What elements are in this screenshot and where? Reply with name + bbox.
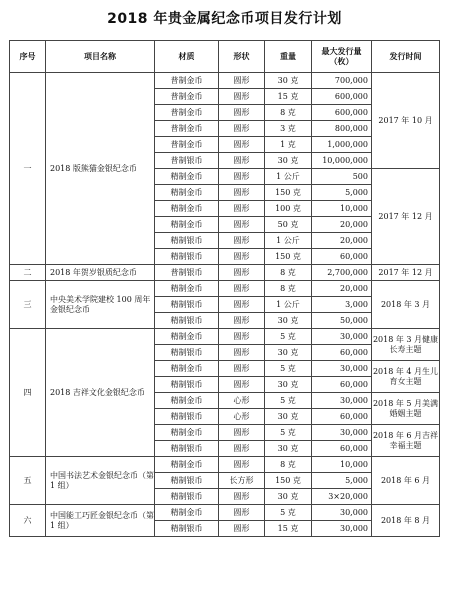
material-cell: 精制金币 xyxy=(155,425,219,441)
max-issue-cell: 10,000,000 xyxy=(312,153,372,169)
table-row xyxy=(10,457,440,473)
weight-cell: 30 克 xyxy=(265,345,312,361)
issue-date-cell: 2017 年 12 月 xyxy=(372,265,440,281)
weight-cell: 1 公斤 xyxy=(265,233,312,249)
shape-cell: 圆形 xyxy=(219,505,265,521)
material-cell: 精制银币 xyxy=(155,521,219,537)
material-cell: 精制金币 xyxy=(155,505,219,521)
issue-date-cell: 2018 年 4 月生儿育女主题 xyxy=(372,361,440,393)
max-issue-cell: 60,000 xyxy=(312,409,372,425)
max-issue-cell: 600,000 xyxy=(312,89,372,105)
header-weight: 重量 xyxy=(265,41,312,73)
material-cell: 精制银币 xyxy=(155,313,219,329)
shape-cell: 圆形 xyxy=(219,425,265,441)
table-row xyxy=(10,73,440,89)
max-issue-cell: 30,000 xyxy=(312,505,372,521)
weight-cell: 100 克 xyxy=(265,201,312,217)
max-issue-cell: 20,000 xyxy=(312,281,372,297)
weight-cell: 5 克 xyxy=(265,361,312,377)
table-row xyxy=(10,265,440,281)
page-title: 2018 年贵金属纪念币项目发行计划 xyxy=(107,11,342,27)
shape-cell: 圆形 xyxy=(219,441,265,457)
shape-cell: 心形 xyxy=(219,393,265,409)
material-cell: 精制金币 xyxy=(155,393,219,409)
material-cell: 普制金币 xyxy=(155,121,219,137)
material-cell: 精制银币 xyxy=(155,377,219,393)
weight-cell: 30 克 xyxy=(265,73,312,89)
weight-cell: 15 克 xyxy=(265,89,312,105)
issue-date-cell: 2018 年 3 月健康长寿主题 xyxy=(372,329,440,361)
max-issue-cell: 800,000 xyxy=(312,121,372,137)
weight-cell: 5 克 xyxy=(265,329,312,345)
seq-cell: 三 xyxy=(10,281,46,329)
material-cell: 精制银币 xyxy=(155,489,219,505)
max-issue-cell: 10,000 xyxy=(312,457,372,473)
max-issue-cell: 3×20,000 xyxy=(312,489,372,505)
max-issue-cell: 60,000 xyxy=(312,377,372,393)
shape-cell: 圆形 xyxy=(219,489,265,505)
table-body xyxy=(10,73,440,537)
shape-cell: 圆形 xyxy=(219,233,265,249)
material-cell: 普制金币 xyxy=(155,137,219,153)
max-issue-cell: 60,000 xyxy=(312,249,372,265)
max-issue-cell: 20,000 xyxy=(312,233,372,249)
weight-cell: 150 克 xyxy=(265,249,312,265)
seq-cell: 六 xyxy=(10,505,46,537)
header-issue-date: 发行时间 xyxy=(372,41,440,73)
project-name-cell: 中国书法艺术金银纪念币（第 1 组） xyxy=(46,457,155,505)
shape-cell: 圆形 xyxy=(219,153,265,169)
weight-cell: 1 公斤 xyxy=(265,169,312,185)
material-cell: 普制金币 xyxy=(155,105,219,121)
max-issue-cell: 30,000 xyxy=(312,329,372,345)
header-seq: 序号 xyxy=(10,41,46,73)
shape-cell: 圆形 xyxy=(219,457,265,473)
max-issue-cell: 600,000 xyxy=(312,105,372,121)
weight-cell: 3 克 xyxy=(265,121,312,137)
table-row xyxy=(10,329,440,345)
shape-cell: 圆形 xyxy=(219,201,265,217)
shape-cell: 圆形 xyxy=(219,377,265,393)
shape-cell: 圆形 xyxy=(219,265,265,281)
shape-cell: 圆形 xyxy=(219,329,265,345)
shape-cell: 圆形 xyxy=(219,281,265,297)
issue-date-cell: 2018 年 3 月 xyxy=(372,281,440,329)
material-cell: 精制银币 xyxy=(155,297,219,313)
weight-cell: 50 克 xyxy=(265,217,312,233)
weight-cell: 30 克 xyxy=(265,377,312,393)
max-issue-cell: 50,000 xyxy=(312,313,372,329)
weight-cell: 8 克 xyxy=(265,281,312,297)
material-cell: 精制银币 xyxy=(155,473,219,489)
shape-cell: 长方形 xyxy=(219,473,265,489)
weight-cell: 30 克 xyxy=(265,153,312,169)
shape-cell: 圆形 xyxy=(219,313,265,329)
max-issue-cell: 30,000 xyxy=(312,521,372,537)
material-cell: 精制金币 xyxy=(155,201,219,217)
weight-cell: 30 克 xyxy=(265,313,312,329)
shape-cell: 圆形 xyxy=(219,169,265,185)
shape-cell: 圆形 xyxy=(219,361,265,377)
project-name-cell: 2018 年贺岁银质纪念币 xyxy=(46,265,155,281)
shape-cell: 圆形 xyxy=(219,345,265,361)
issue-date-cell: 2018 年 6 月吉祥幸福主题 xyxy=(372,425,440,457)
weight-cell: 5 克 xyxy=(265,425,312,441)
shape-cell: 圆形 xyxy=(219,89,265,105)
shape-cell: 圆形 xyxy=(219,73,265,89)
seq-cell: 一 xyxy=(10,73,46,265)
weight-cell: 1 公斤 xyxy=(265,297,312,313)
material-cell: 精制金币 xyxy=(155,361,219,377)
issue-date-cell: 2017 年 10 月 xyxy=(372,73,440,169)
project-name-cell: 中国能工巧匠金银纪念币（第 1 组） xyxy=(46,505,155,537)
max-issue-cell: 20,000 xyxy=(312,217,372,233)
table-row xyxy=(10,281,440,297)
shape-cell: 圆形 xyxy=(219,521,265,537)
material-cell: 精制银币 xyxy=(155,249,219,265)
weight-cell: 150 克 xyxy=(265,185,312,201)
material-cell: 精制银币 xyxy=(155,345,219,361)
weight-cell: 30 克 xyxy=(265,489,312,505)
max-issue-cell: 1,000,000 xyxy=(312,137,372,153)
project-name-cell: 中央美术学院建校 100 周年金银纪念币 xyxy=(46,281,155,329)
weight-cell: 30 克 xyxy=(265,441,312,457)
header-max-issue: 最大发行量（枚） xyxy=(312,41,372,73)
max-issue-cell: 500 xyxy=(312,169,372,185)
max-issue-cell: 30,000 xyxy=(312,361,372,377)
max-issue-cell: 5,000 xyxy=(312,185,372,201)
header-shape: 形状 xyxy=(219,41,265,73)
material-cell: 精制银币 xyxy=(155,233,219,249)
seq-cell: 五 xyxy=(10,457,46,505)
shape-cell: 圆形 xyxy=(219,185,265,201)
project-name-cell: 2018 吉祥文化金银纪念币 xyxy=(46,329,155,457)
material-cell: 精制银币 xyxy=(155,441,219,457)
material-cell: 精制金币 xyxy=(155,217,219,233)
shape-cell: 圆形 xyxy=(219,249,265,265)
weight-cell: 150 克 xyxy=(265,473,312,489)
seq-cell: 四 xyxy=(10,329,46,457)
shape-cell: 圆形 xyxy=(219,121,265,137)
material-cell: 精制金币 xyxy=(155,329,219,345)
issue-date-cell: 2018 年 5 月美满婚姻主题 xyxy=(372,393,440,425)
max-issue-cell: 5,000 xyxy=(312,473,372,489)
table-row xyxy=(10,505,440,521)
issuance-plan-table xyxy=(9,40,440,537)
weight-cell: 15 克 xyxy=(265,521,312,537)
issue-date-cell: 2018 年 6 月 xyxy=(372,457,440,505)
shape-cell: 圆形 xyxy=(219,217,265,233)
weight-cell: 30 克 xyxy=(265,409,312,425)
issue-date-cell: 2018 年 8 月 xyxy=(372,505,440,537)
material-cell: 普制银币 xyxy=(155,265,219,281)
material-cell: 精制金币 xyxy=(155,169,219,185)
material-cell: 普制银币 xyxy=(155,153,219,169)
weight-cell: 8 克 xyxy=(265,265,312,281)
weight-cell: 8 克 xyxy=(265,457,312,473)
shape-cell: 圆形 xyxy=(219,105,265,121)
material-cell: 精制银币 xyxy=(155,409,219,425)
material-cell: 普制金币 xyxy=(155,89,219,105)
weight-cell: 5 克 xyxy=(265,505,312,521)
max-issue-cell: 2,700,000 xyxy=(312,265,372,281)
material-cell: 精制金币 xyxy=(155,281,219,297)
max-issue-cell: 60,000 xyxy=(312,345,372,361)
shape-cell: 心形 xyxy=(219,409,265,425)
max-issue-cell: 3,000 xyxy=(312,297,372,313)
max-issue-cell: 30,000 xyxy=(312,425,372,441)
issue-date-cell: 2017 年 12 月 xyxy=(372,169,440,265)
material-cell: 普制金币 xyxy=(155,73,219,89)
weight-cell: 8 克 xyxy=(265,105,312,121)
max-issue-cell: 700,000 xyxy=(312,73,372,89)
shape-cell: 圆形 xyxy=(219,297,265,313)
project-name-cell: 2018 版熊猫金银纪念币 xyxy=(46,73,155,265)
weight-cell: 5 克 xyxy=(265,393,312,409)
header-project-name: 项目名称 xyxy=(46,41,155,73)
material-cell: 精制金币 xyxy=(155,185,219,201)
material-cell: 精制金币 xyxy=(155,457,219,473)
max-issue-cell: 60,000 xyxy=(312,441,372,457)
header-material: 材质 xyxy=(155,41,219,73)
weight-cell: 1 克 xyxy=(265,137,312,153)
seq-cell: 二 xyxy=(10,265,46,281)
table-header-row xyxy=(10,41,440,73)
max-issue-cell: 30,000 xyxy=(312,393,372,409)
max-issue-cell: 10,000 xyxy=(312,201,372,217)
shape-cell: 圆形 xyxy=(219,137,265,153)
